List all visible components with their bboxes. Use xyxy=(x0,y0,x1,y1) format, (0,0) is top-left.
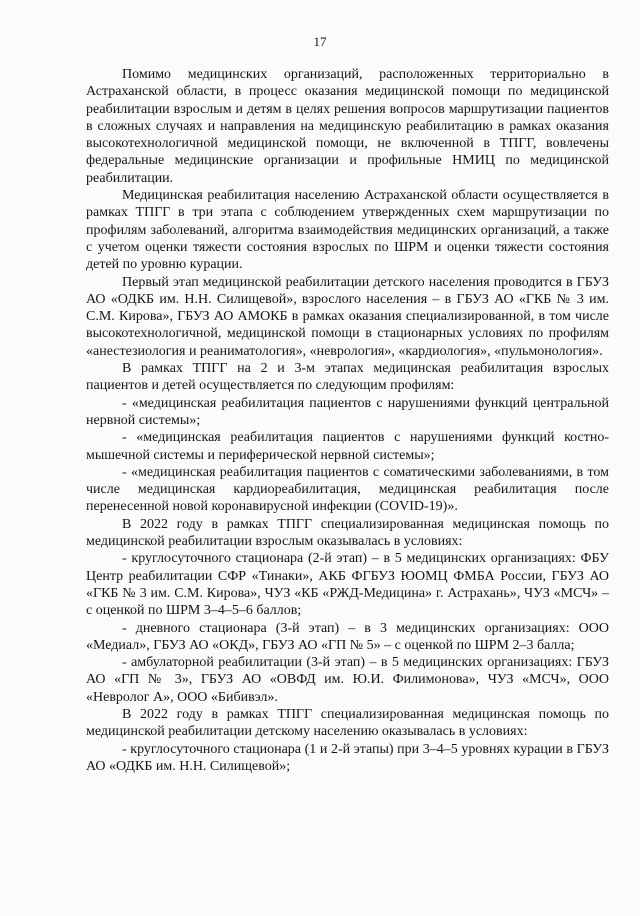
list-item: - «медицинская реабилитация пациентов с соматическими заболеваниями, в том числе медицинская кардиореабилитация, медицинская реабилитация после перенесенной новой коронавирусной инфекции (COVID-19)». xyxy=(86,464,609,515)
paragraph: Медицинская реабилитация населению Астраханской области осуществляется в рамках ТПГГ в три этапа с соблюдением утвержденных схем маршрутизации по профилям заболеваний, алгоритма взаимодействия медицинских организаций, а также с учетом оценки тяжести состояния взрослых по ШРМ и оценки тяжести состояния детей по уровню курации. xyxy=(86,188,609,273)
paragraph: Помимо медицинских организаций, расположенных территориально в Астраханской области, в процесс оказания медицинской помощи по медицинской реабилитации взрослым и детям в целях решения вопросов маршрутизации пациентов в сложных случаях и направления на медицинскую реабилитацию в рамках оказания высокотехнологичной медицинской помощи, не включенной в ТПГГ, вовлечены федеральные медицинские организации и профильные НМИЦ по медицинской реабилитации. xyxy=(86,67,609,186)
list-item: - дневного стационара (3-й этап) – в 3 медицинских организациях: ООО «Медиал», ГБУЗ АО «ОКД», ГБУЗ АО «ГП № 5» – с оценкой по ШРМ 2–3 балла; xyxy=(86,620,609,653)
list-item: - «медицинская реабилитация пациентов с нарушениями функций центральной нервной системы»; xyxy=(86,395,609,428)
document-body xyxy=(86,66,609,775)
list-item: - амбулаторной реабилитации (3-й этап) – в 5 медицинских организациях: ГБУЗ АО «ГП № 3», ГБУЗ АО «ОВФД им. Ю.И. Филимонова», ЧУЗ «МСЧ», ООО «Невролог А», ООО «Бибивэл». xyxy=(86,655,609,705)
paragraph: Первый этап медицинской реабилитации детского населения проводится в ГБУЗ АО «ОДКБ им. Н.Н. Силищевой», взрослого населения – в ГБУЗ АО «ГКБ № 3 им. С.М. Кирова», ГБУЗ АО АМОКБ в рамках оказания специализированной, в том числе высокотехнологичной, медицинской помощи в стационарных условиях по профилям «анестезиология и реаниматология», «неврология», «кардиология», «пульмонология». xyxy=(86,274,609,359)
page-number: 17 xyxy=(313,34,327,49)
list-item: - «медицинская реабилитация пациентов с нарушениями функций костно-мышечной системы и периферической нервной системы»; xyxy=(86,430,609,463)
paragraph: В 2022 году в рамках ТПГГ специализированная медицинская помощь по медицинской реабилитации детскому населению оказывалась в условиях: xyxy=(86,706,609,740)
list-item: - круглосуточного стационара (2-й этап) – в 5 медицинских организациях: ФБУ Центр реабилитации СФР «Тинаки», АКБ ФГБУЗ ЮОМЦ ФМБА России, ГБУЗ АО «ГКБ № 3 им. С.М. Кирова», ЧУЗ «КБ «РЖД-Медицина» г. Астрахань», ЧУЗ «МСЧ» – с оценкой по ШРМ 3–4–5–6 баллов; xyxy=(86,551,609,619)
paragraph: В 2022 году в рамках ТПГГ специализированная медицинская помощь по медицинской реабилитации взрослым оказывалась в условиях: xyxy=(86,516,609,550)
paragraph: В рамках ТПГГ на 2 и 3-м этапах медицинская реабилитация взрослых пациентов и детей осуществляется по следующим профилям: xyxy=(86,361,609,394)
list-item: - круглосуточного стационара (1 и 2-й этапы) при 3–4–5 уровнях курации в ГБУЗ АО «ОДКБ им. Н.Н. Силищевой»; xyxy=(86,741,609,774)
